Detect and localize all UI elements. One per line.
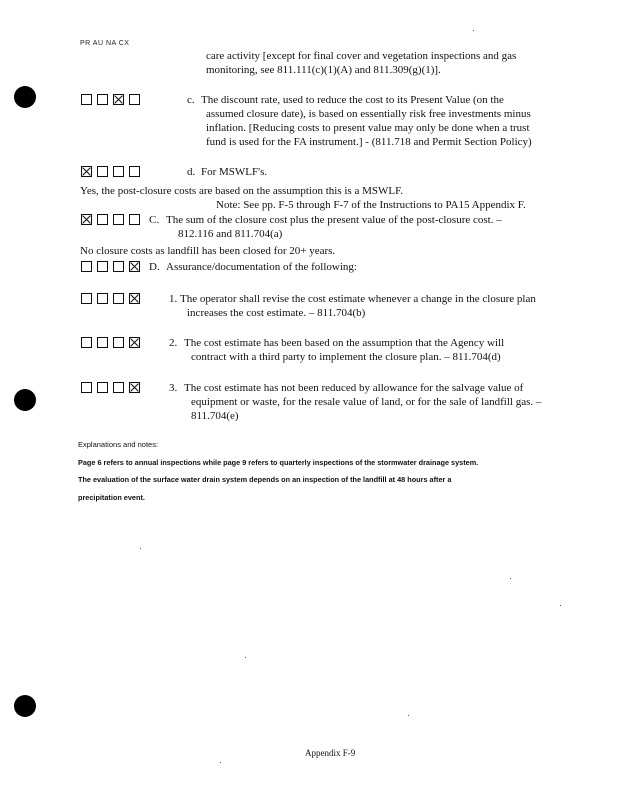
checkbox-au[interactable] bbox=[97, 94, 108, 105]
item-D2-line-2: contract with a third party to implement the closure plan. – 811.704(d) bbox=[191, 351, 501, 363]
item-D-label: D. bbox=[149, 261, 160, 273]
item-c-line-4: fund is used for the FA instrument.] - (811.718 and Permit Section Policy) bbox=[206, 136, 532, 148]
checkbox-au[interactable] bbox=[97, 214, 108, 225]
checkbox-cx-checked[interactable] bbox=[129, 382, 140, 393]
item-D-text: Assurance/documentation of the following: bbox=[166, 261, 357, 273]
checkbox-na[interactable] bbox=[113, 293, 124, 304]
checkbox-au[interactable] bbox=[97, 382, 108, 393]
page-number: Appendix F-9 bbox=[305, 748, 356, 758]
item-D3-line-2: equipment or waste, for the resale value of land, or for the sale of landfill gas. – bbox=[191, 396, 542, 408]
checkbox-pr-checked[interactable] bbox=[81, 214, 92, 225]
item-c-label: c. bbox=[187, 94, 195, 106]
scan-speck bbox=[510, 578, 511, 579]
checkbox-na[interactable] bbox=[113, 166, 124, 177]
checkbox-na[interactable] bbox=[113, 382, 124, 393]
item-D2-line-1: The cost estimate has been based on the assumption that the Agency will bbox=[184, 337, 505, 349]
checkbox-na[interactable] bbox=[113, 214, 124, 225]
continued-line-2: monitoring, see 811.111(c)(1)(A) and 811.309(g)(1)]. bbox=[206, 64, 441, 76]
checkbox-pr-checked[interactable] bbox=[81, 166, 92, 177]
item-c-line-2: assumed closure date), is based on essentially risk free investments minus bbox=[206, 108, 531, 120]
checkbox-au[interactable] bbox=[97, 293, 108, 304]
checkbox-cx-checked[interactable] bbox=[129, 337, 140, 348]
checkbox-na[interactable] bbox=[113, 337, 124, 348]
checkbox-group-D1 bbox=[81, 293, 140, 304]
notes-title: Explanations and notes: bbox=[78, 440, 159, 449]
notes-line-3: precipitation event. bbox=[78, 493, 145, 502]
checkbox-pr[interactable] bbox=[81, 94, 92, 105]
checkbox-na[interactable] bbox=[113, 261, 124, 272]
item-D3-label: 3. bbox=[169, 382, 178, 394]
checkbox-group-C bbox=[81, 214, 140, 225]
checkbox-group-D2 bbox=[81, 337, 140, 348]
notes-line-2: The evaluation of the surface water drain system depends on an inspection of the landfill at 48 hours after a bbox=[78, 475, 452, 484]
checkbox-cx[interactable] bbox=[129, 94, 140, 105]
continued-line-1: care activity [except for final cover and vegetation inspections and gas bbox=[206, 50, 517, 62]
checkbox-na-checked[interactable] bbox=[113, 94, 124, 105]
header-codes: PR AU NA CX bbox=[80, 40, 130, 47]
checkbox-cx-checked[interactable] bbox=[129, 261, 140, 272]
checkbox-group-D bbox=[81, 261, 140, 272]
item-d-text: For MSWLF's. bbox=[201, 166, 268, 178]
item-D1-label: 1. bbox=[169, 293, 178, 305]
item-D3-line-1: The cost estimate has not been reduced by allowance for the salvage value of bbox=[184, 382, 524, 394]
checkbox-cx[interactable] bbox=[129, 214, 140, 225]
scan-speck bbox=[245, 657, 246, 658]
checkbox-pr[interactable] bbox=[81, 261, 92, 272]
checkbox-au[interactable] bbox=[97, 337, 108, 348]
scan-speck bbox=[140, 548, 141, 549]
notes-line-1: Page 6 refers to annual inspections while page 9 refers to quarterly inspections of the stormwater drainage system. bbox=[78, 458, 479, 467]
scan-speck bbox=[560, 605, 561, 606]
checkbox-pr[interactable] bbox=[81, 382, 92, 393]
checkbox-group-D3 bbox=[81, 382, 140, 393]
checkbox-cx[interactable] bbox=[129, 166, 140, 177]
item-C-line-2: 812.116 and 811.704(a) bbox=[178, 228, 283, 240]
item-C-line-1: The sum of the closure cost plus the present value of the post-closure cost. – bbox=[166, 214, 502, 226]
scan-speck bbox=[473, 30, 474, 31]
checkbox-pr[interactable] bbox=[81, 293, 92, 304]
item-d-response: Yes, the post-closure costs are based on the assumption this is a MSWLF. bbox=[80, 185, 404, 197]
scan-speck bbox=[220, 762, 221, 763]
item-c-line-1: The discount rate, used to reduce the cost to its Present Value (on the bbox=[201, 94, 504, 106]
checkbox-group-c bbox=[81, 94, 140, 105]
checkbox-group-d bbox=[81, 166, 140, 177]
item-d-label: d. bbox=[187, 166, 196, 178]
checkbox-au[interactable] bbox=[97, 261, 108, 272]
item-D1-line-1: The operator shall revise the cost estimate whenever a change in the closure plan bbox=[180, 293, 536, 305]
item-C-label: C. bbox=[149, 214, 160, 226]
binder-hole-bottom bbox=[14, 695, 36, 717]
item-D1-line-2: increases the cost estimate. – 811.704(b) bbox=[187, 307, 366, 319]
checkbox-pr[interactable] bbox=[81, 337, 92, 348]
item-c-line-3: inflation. [Reducing costs to present value may only be done when a trust bbox=[206, 122, 530, 134]
item-d-note: Note: See pp. F-5 through F-7 of the Instructions to PA15 Appendix F. bbox=[216, 199, 526, 211]
item-C-response: No closure costs as landfill has been closed for 20+ years. bbox=[80, 245, 336, 257]
item-D2-label: 2. bbox=[169, 337, 178, 349]
item-D3-line-3: 811.704(e) bbox=[191, 410, 239, 422]
checkbox-au[interactable] bbox=[97, 166, 108, 177]
binder-hole-middle bbox=[14, 389, 36, 411]
binder-hole-top bbox=[14, 86, 36, 108]
checkbox-cx-checked[interactable] bbox=[129, 293, 140, 304]
scan-speck bbox=[408, 715, 409, 716]
